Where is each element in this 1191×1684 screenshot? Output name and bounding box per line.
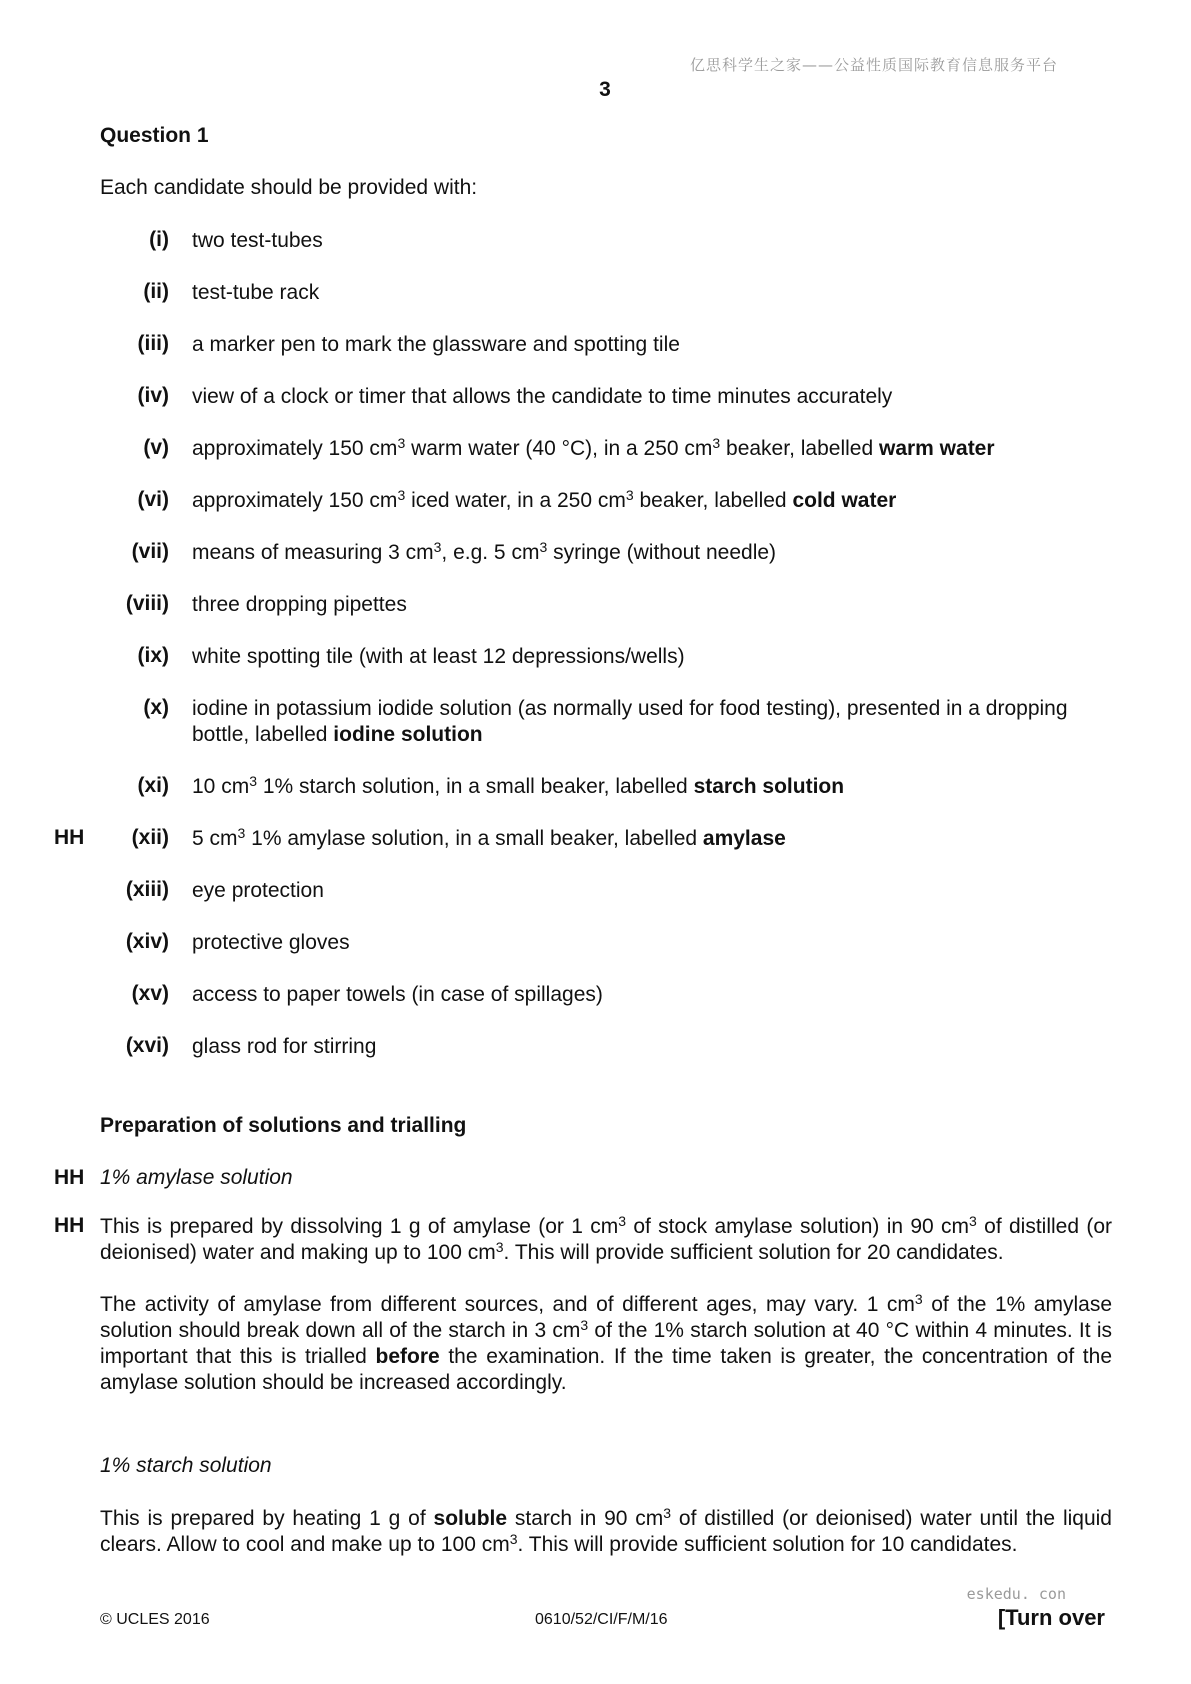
- item-number: (v): [143, 436, 169, 459]
- hh-marker: HH: [54, 826, 85, 849]
- hh-marker: HH: [54, 1214, 85, 1237]
- item-text: view of a clock or timer that allows the candidate to time minutes accurately: [192, 385, 893, 408]
- item-number: (xi): [137, 774, 169, 797]
- footer-copyright: © UCLES 2016: [100, 1611, 210, 1628]
- starch-paragraph: This is prepared by heating 1 g of soluble starch in 90 $cm^3$ of distilled (or deionised) water until the liquid clears. Allow to cool and make up to 100 $cm^3$. This will provide sufficient solution for 10 candidates.: [100, 1505, 1112, 1556]
- footer-code: 0610/52/CI/F/M/16: [535, 1611, 668, 1628]
- item-text: eye protection: [192, 879, 324, 902]
- amylase-paragraph-1: This is prepared by dissolving 1 g of amylase (or 1 $cm^3$ of stock amylase solution) in 90 $cm^3$ of distilled (or deionised) water and making up to 100 $cm^3$. This will provide sufficient solution for 20 candidates.: [100, 1213, 1112, 1264]
- item-number: (viii): [125, 592, 169, 615]
- site-watermark: eskedu. con: [966, 1585, 1066, 1603]
- item-text: access to paper towels (in case of spillages): [192, 983, 603, 1006]
- hh-marker: HH: [54, 1166, 85, 1189]
- item-number: (x): [143, 696, 169, 719]
- starch-subheading: 1% starch solution: [100, 1454, 272, 1477]
- item-text: iodine in potassium iodide solution (as normally used for food testing), presented in a dropping bottle, labelled iodine solution: [192, 697, 1068, 746]
- question-title: Question 1: [100, 124, 209, 147]
- item-text: a marker pen to mark the glassware and spotting tile: [192, 333, 680, 356]
- item-number: (iv): [137, 384, 169, 407]
- item-text: white spotting tile (with at least 12 depressions/wells): [192, 645, 685, 668]
- item-text: 5 $cm^3$ 1% amylase solution, in a small beaker, labelled amylase: [192, 825, 786, 850]
- item-text: approximately 150 $cm^3$ iced water, in a 250 $cm^3$ beaker, labelled cold water: [192, 487, 897, 512]
- question-intro: Each candidate should be provided with:: [100, 176, 478, 199]
- item-number: (xvi): [125, 1034, 169, 1057]
- item-text: three dropping pipettes: [192, 593, 407, 616]
- item-number: (xii): [131, 826, 169, 849]
- item-number: (iii): [137, 332, 169, 355]
- item-number: (ix): [137, 644, 169, 667]
- item-number: (xiv): [125, 930, 169, 953]
- footer-turn-over: [Turn over: [997, 1605, 1105, 1630]
- item-text: test-tube rack: [192, 281, 320, 304]
- item-number: (vii): [131, 540, 169, 563]
- item-text: 10 $cm^3$ 1% starch solution, in a small beaker, labelled starch solution: [192, 773, 845, 798]
- section-heading: Preparation of solutions and trialling: [100, 1114, 467, 1137]
- amylase-paragraph-2: The activity of amylase from different sources, and of different ages, may vary. 1 $cm^3$ of the 1% amylase solution should break down all of the starch in 3 $cm^3$ of the 1% starch solution at 40 °C within 4 minutes. It is important that this is trialled before the examination. If the time taken is greater, the concentration of the amylase solution should be increased accordingly.: [100, 1291, 1113, 1394]
- item-text: approximately 150 $cm^3$ warm water (40 °C), in a 250 $cm^3$ beaker, labelled warm water: [192, 435, 995, 460]
- header-watermark: 亿思科学生之家——公益性质国际教育信息服务平台: [690, 56, 1059, 74]
- page-number: 3: [599, 78, 611, 101]
- item-number: (xiii): [125, 878, 169, 901]
- item-text: protective gloves: [192, 931, 350, 954]
- item-text: means of measuring 3 $cm^3$, e.g. 5 $cm^3$ syringe (without needle): [192, 539, 777, 564]
- item-number: (xv): [131, 982, 169, 1005]
- amylase-subheading: 1% amylase solution: [100, 1166, 293, 1189]
- item-number: (ii): [143, 280, 169, 303]
- item-text: glass rod for stirring: [192, 1035, 377, 1058]
- item-text: two test-tubes: [192, 229, 323, 252]
- item-number: (vi): [137, 488, 169, 511]
- item-number: (i): [149, 228, 169, 251]
